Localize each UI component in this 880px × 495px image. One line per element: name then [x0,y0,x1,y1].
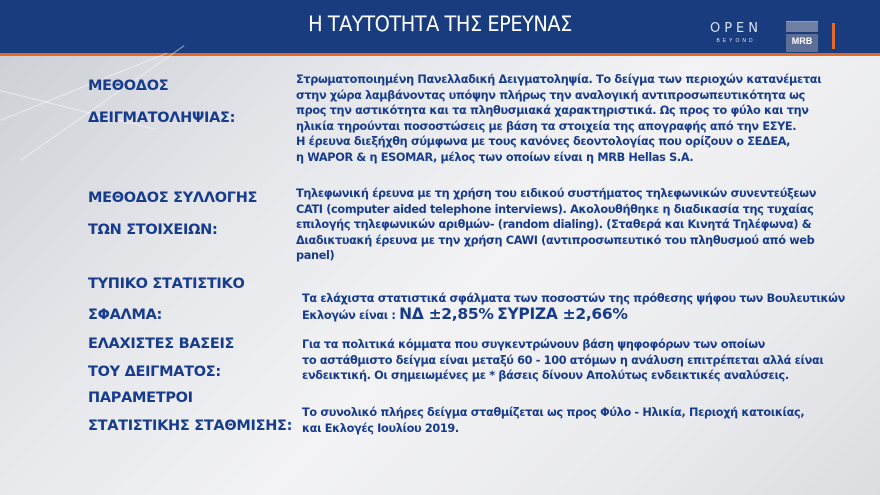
label-statistical-error-2: ΣΦΑΛΜΑ: [88,307,163,323]
accent-divider [832,23,835,49]
mrb-logo: MRB [786,21,818,52]
page-title: Η ΤΑΥΤΟΤΗΤΑ ΤΗΣ ΕΡΕΥΝΑΣ [308,12,572,36]
sampling-description: Στρωματοποιημένη Πανελλαδική Δειγματοληψία. Το δείγμα των περιοχών κατανέμεται στην χώρα λαμβάνοντας υπόψην πλήρως την αναλογική αντιπροσωπευτικότητα ως προς την αστικότητα και τα πληθυσμιακά χαρακτηριστικά. Ως προς το φύλο και την ηλικία τηρούνται ποσοστώσεις με βάση τα στοιχεία της απογραφής από την ΕΣΥΕ. Η έρευνα διεξήχθη σύμφωνα με τους κανόνες δεοντολογίας που ορίζουν ο ΣΕΔΕΑ, η WAPOR & η ESOMAR, μέλος των οποίων είναι η MRB Hellas S.A. [296,73,822,164]
collection-description: Τηλεφωνική έρευνα με τη χρήση του ειδικού συστήματος τηλεφωνικών συνεντεύξεων CATI (computer aided telephone interviews). Ακολουθήθηκε η διαδικασία της τυχαίας επιλογής τηλεφωνικών αριθμών- (random dialing). (Σταθερά και Κινητά Τηλέφωνα) & Διαδικτυακή έρευνα με την χρήση CAWI (αντιπροσωπευτικό του πληθυσμού από web panel) [296,187,817,262]
label-min-bases: ΕΛΑΧΙΣΤΕΣ ΒΑΣΕΙΣ [88,336,235,352]
decorative-line [20,45,184,161]
label-min-bases-2: ΤΟΥ ΔΕΙΓΜΑΤΟΣ: [88,364,221,380]
label-collection-method-2: ΤΩΝ ΣΤΟΙΧΕΙΩΝ: [88,222,218,238]
header-bar [0,0,880,56]
label-sampling-method: ΜΕΘΟΔΟΣ [88,78,169,94]
label-collection-method: ΜΕΘΟΔΟΣ ΣΥΛΛΟΓΗΣ [88,190,258,206]
label-weighting-2: ΣΤΑΤΙΣΤΙΚΗΣ ΣΤΑΘΜΙΣΗΣ: [88,418,293,434]
syriza-error: ΣΥΡΙΖΑ ±2,66% [497,304,628,323]
weighting-description: Το συνολικό πλήρες δείγμα σταθμίζεται ως προς Φύλο - Ηλικία, Περιοχή κατοικίας, και Εκλογές Ιουλίου 2019. [302,406,805,435]
label-sampling-method-2: ΔΕΙΓΜΑΤΟΛΗΨΙΑΣ: [88,110,236,126]
bases-description: Για τα πολιτικά κόμματα που συγκεντρώνουν βάση ψηφοφόρων των οποίων το αστάθμιστο δείγμα είναι μεταξύ 60 - 100 ατόμων η ανάλυση επιτρέπεται αλλά είναι ενδεικτική. Οι σημειωμένες με * βάσεις δίνουν Απολύτως ενδεικτικές αναλύσεις. [302,338,824,382]
open-beyond-logo: OPEN BEYOND [709,21,762,44]
error-description: Τα ελάχιστα στατιστικά σφάλματα των ποσοστών της πρόθεσης ψήφου των Βουλευτικών Εκλογών είναι : ΝΔ ±2,85% ΣΥΡΙΖΑ ±2,66% [302,292,845,323]
nd-error: ΝΔ ±2,85% [399,304,494,323]
label-weighting: ΠΑΡΑΜΕΤΡΟΙ [88,390,193,406]
label-statistical-error: ΤΥΠΙΚΟ ΣΤΑΤΙΣΤΙΚΟ [88,276,245,292]
